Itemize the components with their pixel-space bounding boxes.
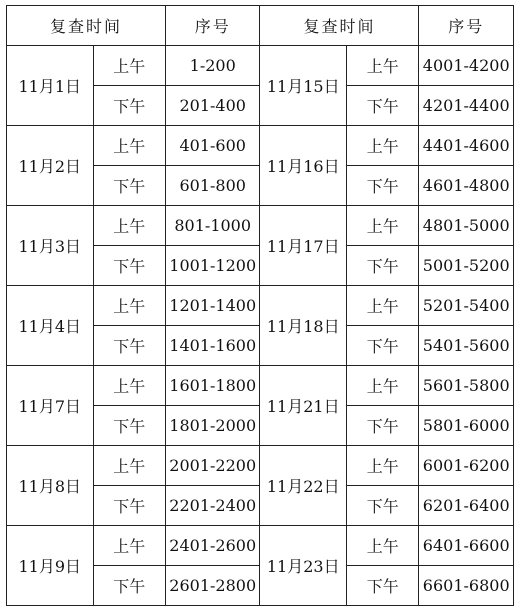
left-am-label: 上午 [93,46,165,86]
left-date-cell: 11月8日 [7,446,94,526]
header-sequence-right: 序号 [419,6,514,46]
left-pm-label: 下午 [93,406,165,446]
right-am-label: 上午 [346,526,418,566]
table-row-am [7,126,514,166]
table-row-am [7,366,514,406]
right-am-label: 上午 [346,126,418,166]
left-pm-range: 2601-2800 [165,566,260,606]
right-am-range: 5601-5800 [419,366,514,406]
left-pm-label: 下午 [93,486,165,526]
left-date-cell: 11月4日 [7,286,94,366]
left-pm-range: 1801-2000 [165,406,260,446]
left-am-range: 1201-1400 [165,286,260,326]
left-pm-label: 下午 [93,326,165,366]
table-row-am [7,446,514,486]
left-am-label: 上午 [93,286,165,326]
review-schedule-table [6,5,514,606]
right-pm-label: 下午 [346,246,418,286]
left-am-range: 1-200 [165,46,260,86]
left-pm-range: 2201-2400 [165,486,260,526]
table-row-am [7,526,514,566]
left-am-label: 上午 [93,446,165,486]
right-am-label: 上午 [346,286,418,326]
table-row-am [7,286,514,326]
right-pm-label: 下午 [346,406,418,446]
right-am-range: 4401-4600 [419,126,514,166]
left-date-cell: 11月1日 [7,46,94,126]
header-review-time-right: 复查时间 [260,6,419,46]
right-pm-range: 5401-5600 [419,326,514,366]
left-date-cell: 11月3日 [7,206,94,286]
right-pm-range: 4201-4400 [419,86,514,126]
left-pm-range: 1401-1600 [165,326,260,366]
right-pm-label: 下午 [346,326,418,366]
right-pm-range: 5801-6000 [419,406,514,446]
right-date-cell: 11月22日 [260,446,347,526]
right-pm-label: 下午 [346,486,418,526]
right-pm-range: 4601-4800 [419,166,514,206]
right-am-label: 上午 [346,366,418,406]
right-am-label: 上午 [346,46,418,86]
left-pm-label: 下午 [93,246,165,286]
header-review-time-left: 复查时间 [7,6,166,46]
right-am-range: 5201-5400 [419,286,514,326]
right-pm-label: 下午 [346,86,418,126]
left-am-label: 上午 [93,366,165,406]
table-row-am [7,206,514,246]
schedule-body [7,46,514,606]
right-am-label: 上午 [346,446,418,486]
left-am-range: 801-1000 [165,206,260,246]
left-am-range: 1601-1800 [165,366,260,406]
right-pm-label: 下午 [346,566,418,606]
left-pm-label: 下午 [93,166,165,206]
left-am-range: 2401-2600 [165,526,260,566]
left-am-label: 上午 [93,126,165,166]
right-date-cell: 11月23日 [260,526,347,606]
left-pm-range: 601-800 [165,166,260,206]
left-am-range: 2001-2200 [165,446,260,486]
left-am-range: 401-600 [165,126,260,166]
right-date-cell: 11月16日 [260,126,347,206]
right-am-range: 4801-5000 [419,206,514,246]
left-am-label: 上午 [93,526,165,566]
right-date-cell: 11月15日 [260,46,347,126]
right-date-cell: 11月21日 [260,366,347,446]
right-pm-range: 5001-5200 [419,246,514,286]
header-sequence-left: 序号 [165,6,260,46]
right-pm-label: 下午 [346,166,418,206]
right-am-range: 4001-4200 [419,46,514,86]
left-date-cell: 11月9日 [7,526,94,606]
left-pm-range: 1001-1200 [165,246,260,286]
right-date-cell: 11月18日 [260,286,347,366]
right-am-range: 6401-6600 [419,526,514,566]
table-row-am [7,46,514,86]
right-am-range: 6001-6200 [419,446,514,486]
header-row [7,6,514,46]
left-am-label: 上午 [93,206,165,246]
right-date-cell: 11月17日 [260,206,347,286]
left-pm-label: 下午 [93,566,165,606]
right-pm-range: 6601-6800 [419,566,514,606]
right-pm-range: 6201-6400 [419,486,514,526]
left-pm-label: 下午 [93,86,165,126]
right-am-label: 上午 [346,206,418,246]
left-pm-range: 201-400 [165,86,260,126]
left-date-cell: 11月2日 [7,126,94,206]
left-date-cell: 11月7日 [7,366,94,446]
